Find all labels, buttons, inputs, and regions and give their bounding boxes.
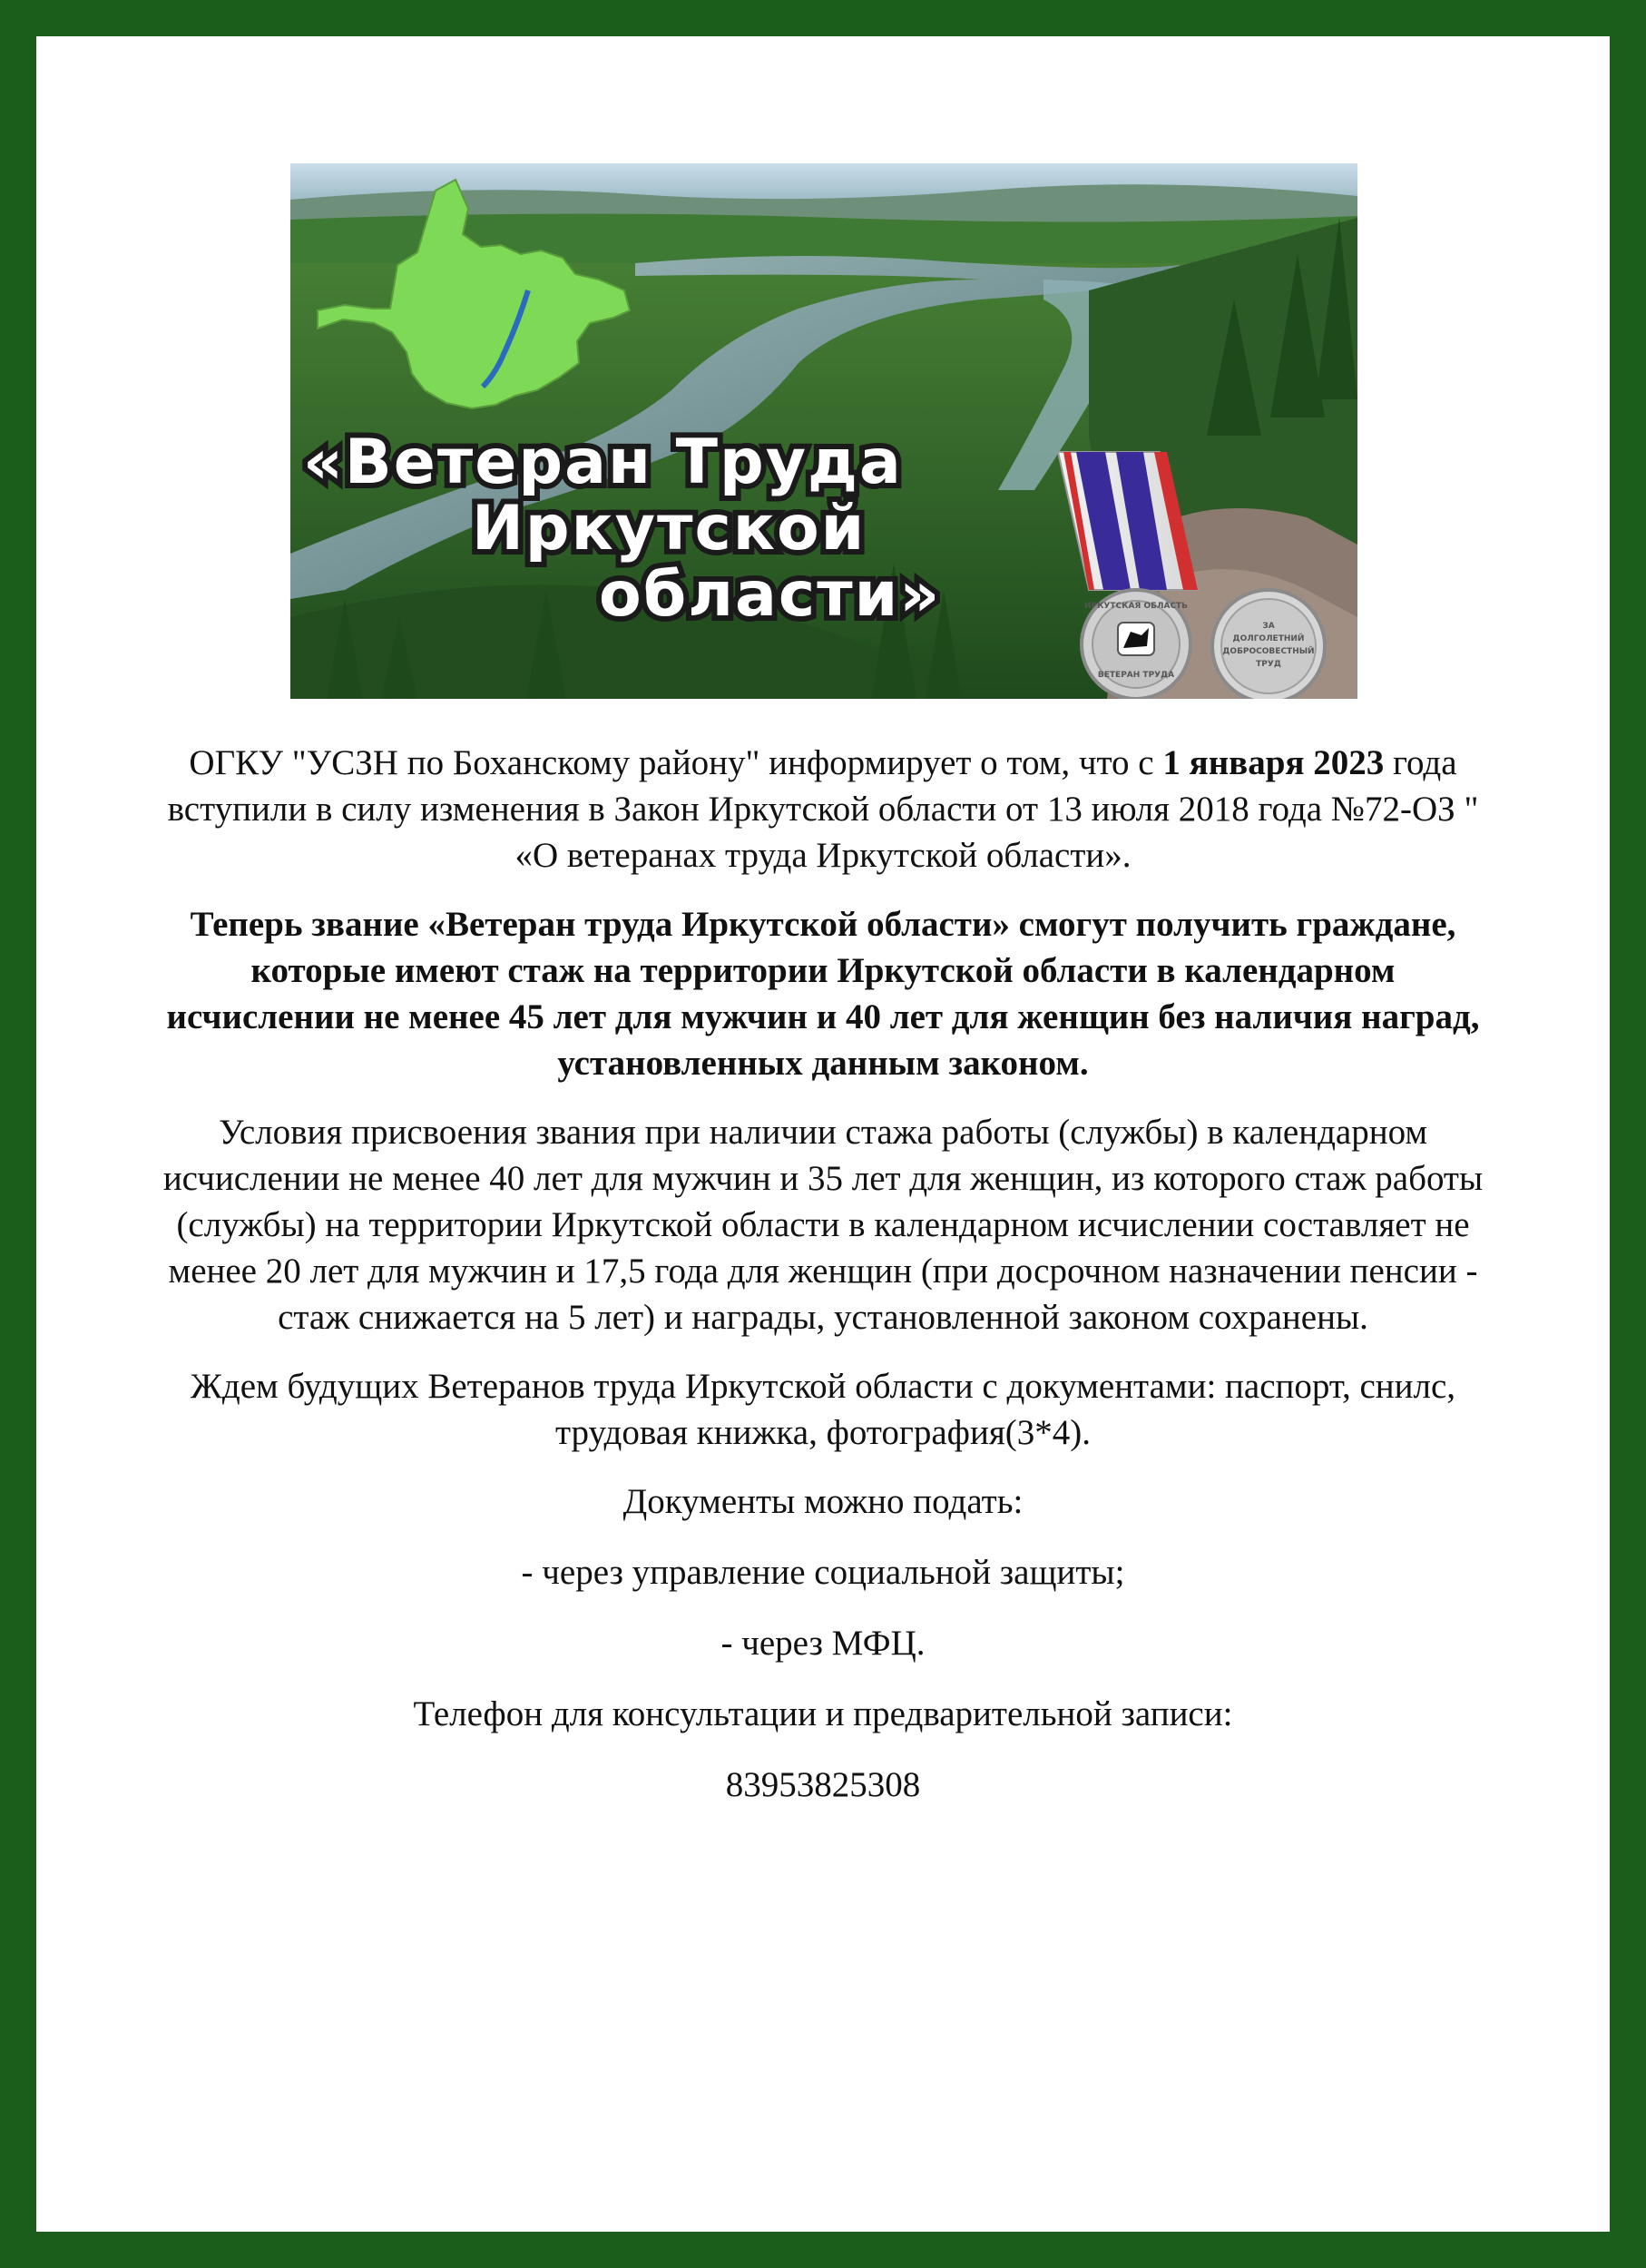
phone-label: Телефон для консультации и предварительной записи: — [413, 1694, 1233, 1733]
banner-title-line-2: Иркутской — [472, 493, 867, 565]
phone-number: 83953825308 — [725, 1765, 921, 1804]
intro-text-2: года вступили в силу изменения в Закон Иркутской области от 13 июля 2018 года №72-ОЗ " «О ветеранах труда Иркутской области». — [167, 743, 1479, 875]
intro-text-1: ОГКУ "УСЗН по Боханскому району" информирует о том, что с — [189, 743, 1163, 782]
banner-title-line-1: «Ветеран Труда — [303, 427, 903, 498]
intro-date: 1 января 2023 — [1162, 743, 1385, 782]
medal-rim-text: ИРКУТСКАЯ ОБЛАСТЬ — [1083, 602, 1189, 611]
medal-reverse-line-4: ТРУД — [1256, 660, 1281, 669]
banner-illustration — [290, 163, 1357, 699]
documents-title: Документы можно подать: — [622, 1482, 1024, 1521]
page-sheet — [36, 36, 1610, 2232]
banner-image — [290, 163, 1357, 699]
medal-reverse-icon — [1212, 590, 1325, 699]
medal-reverse-line-2: ДОЛГОЛЕТНИЙ — [1232, 634, 1305, 643]
option-social-protection: - через управление социальной защиты; — [521, 1553, 1125, 1592]
medal-reverse-line-1: ЗА — [1262, 622, 1275, 631]
medal-veteran-icon — [1082, 590, 1190, 699]
banner-title-line-3: области» — [599, 559, 942, 631]
notice-body — [154, 740, 1492, 1832]
medal-reverse-line-3: ДОБРОСОВЕСТНЫЙ — [1222, 647, 1315, 656]
intro-paragraph — [154, 740, 1492, 879]
highlight-paragraph: Теперь звание «Ветеран труда Иркутской области» смогут получить граждане, которые имеют стаж на территории Иркутской области в календарном исчислении не менее 45 лет для мужчин и 40 лет для женщин без наличия наград, установленных данным законом. — [166, 905, 1480, 1083]
documents-required-paragraph: Ждем будущих Ветеранов труда Иркутской области с документами: паспорт, снилс, трудовая книжка, фотография(3*4). — [190, 1367, 1456, 1452]
medal-bottom-text: ВЕТЕРАН ТРУДА — [1097, 671, 1175, 680]
conditions-paragraph: Условия присвоения звания при наличии стажа работы (службы) в календарном исчислении не менее 40 лет для мужчин и 35 лет для женщин, из которого стаж работы (службы) на территории Иркутской области в календарном исчислении составляет не менее 20 лет для мужчин и 17,5 года для женщин (при досрочном назначении пенсии - стаж снижается на 5 лет) и награды, установленной законом сохранены. — [162, 1113, 1484, 1337]
option-mfc: - через МФЦ. — [720, 1624, 926, 1663]
